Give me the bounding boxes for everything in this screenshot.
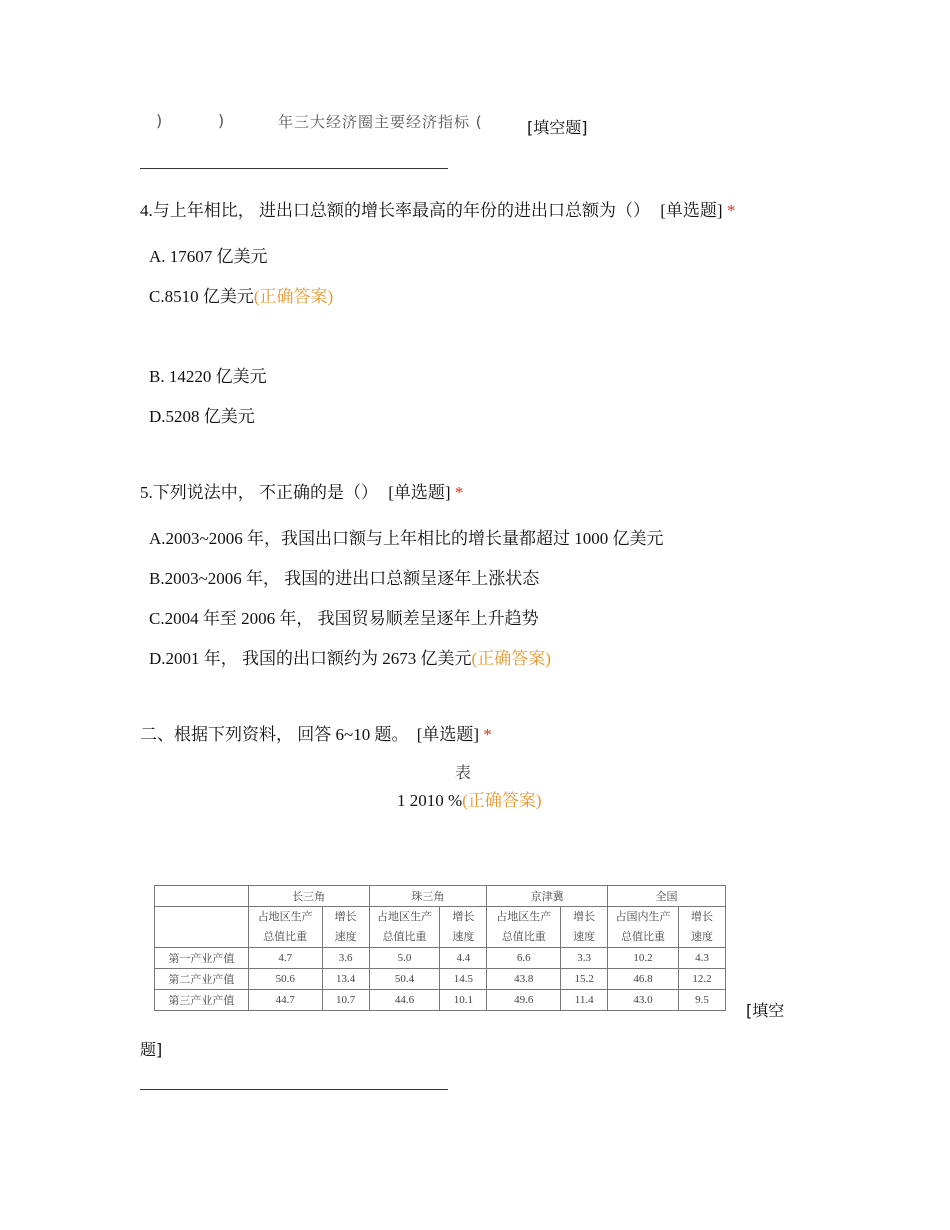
q4-type-tag: [单选题] (660, 201, 723, 220)
table-cell: 49.6 (487, 990, 561, 1011)
q4-option-d[interactable]: D.5208 亿美元 (149, 407, 255, 426)
section2-fill-tag-part2: 题] (140, 1040, 163, 1059)
q3-type-tag: [填空题] (527, 118, 588, 137)
share-header: 占地区生产总值比重 (487, 907, 561, 948)
section2-heading-text: 二、根据下列资料， 回答 6~10 题。 (140, 725, 409, 744)
table-cell: 10.2 (608, 948, 679, 969)
growth-header: 增长速度 (440, 907, 487, 948)
region-header: 珠三角 (369, 886, 487, 907)
table-cell: 10.7 (322, 990, 369, 1011)
table-label-char: 表 (455, 763, 473, 782)
q5-option-d[interactable] (149, 644, 551, 669)
q4-correct-answer-tag: (正确答案) (253, 287, 334, 306)
q3-answer-blank[interactable] (140, 168, 448, 169)
table-cell: 4.3 (678, 948, 725, 969)
table-cell: 10.1 (440, 990, 487, 1011)
q4-question-text: 4.与上年相比， 进出口总额的增长率最高的年份的进出口总额为（） (140, 201, 650, 220)
table-cell: 46.8 (608, 969, 679, 990)
table-cell: 4.7 (248, 948, 322, 969)
region-header: 长三角 (248, 886, 369, 907)
table-cell: 6.6 (487, 948, 561, 969)
q5-type-tag: [单选题] (388, 483, 451, 502)
section2-fill-tag-part1: [填空 (746, 1001, 785, 1020)
share-header: 占地区生产总值比重 (369, 907, 440, 948)
q3-caption-title: 年三大经济圈主要经济指标 ( (278, 113, 483, 131)
q5-correct-answer-tag: (正确答案) (471, 649, 551, 668)
growth-header: 增长速度 (678, 907, 725, 948)
section2-answer-blank[interactable] (140, 1089, 448, 1090)
row-label: 第三产业产值 (155, 990, 249, 1011)
q3-caption-paren-1: ) (156, 111, 164, 130)
table-cell: 3.3 (561, 948, 608, 969)
table-cell: 13.4 (322, 969, 369, 990)
section2-heading (140, 720, 492, 745)
q4-option-c[interactable] (149, 282, 333, 307)
table-cell: 9.5 (678, 990, 725, 1011)
region-header: 京津冀 (487, 886, 608, 907)
table-cell: 5.0 (369, 948, 440, 969)
section2-required-mark: * (483, 725, 492, 744)
table-cell: 43.0 (608, 990, 679, 1011)
q5-option-c[interactable]: C.2004 年至 2006 年， 我国贸易顺差呈逐年上升趋势 (149, 609, 539, 628)
q4-option-c-text: C.8510 亿美元 (149, 287, 254, 306)
region-header: 全国 (608, 886, 726, 907)
table-cell: 50.4 (369, 969, 440, 990)
q5-option-a[interactable]: A.2003~2006 年，我国出口额与上年相比的增长量都超过 1000 亿美元 (149, 529, 664, 548)
q5-option-d-text: D.2001 年， 我国的出口额约为 2673 亿美元 (149, 649, 472, 668)
table-cell: 12.2 (678, 969, 725, 990)
table-cell: 15.2 (561, 969, 608, 990)
economic-indicators-table (154, 885, 726, 1011)
share-header: 占地区生产总值比重 (248, 907, 322, 948)
table-cell: 3.6 (322, 948, 369, 969)
q3-caption-paren-2: ) (218, 111, 226, 130)
table-caption-correct-tag: (正确答案) (462, 791, 542, 810)
table-caption-text: 1 2010 % (397, 791, 463, 810)
q5-required-mark: * (454, 483, 464, 502)
q5-question-text: 5.下列说法中， 不正确的是（） (140, 483, 378, 502)
row-label: 第二产业产值 (155, 969, 249, 990)
table-cell: 44.6 (369, 990, 440, 1011)
q5-option-b[interactable]: B.2003~2006 年， 我国的进出口总额呈逐年上涨状态 (149, 569, 540, 588)
table-cell: 11.4 (561, 990, 608, 1011)
share-header-national: 占国内生产总值比重 (608, 907, 679, 948)
table-cell: 14.5 (440, 969, 487, 990)
growth-header: 增长速度 (322, 907, 369, 948)
table-cell: 44.7 (248, 990, 322, 1011)
section2-type-tag: [单选题] (416, 725, 480, 744)
table-cell: 4.4 (440, 948, 487, 969)
q4-question (140, 196, 735, 221)
q4-required-mark: * (726, 201, 736, 220)
table-cell: 43.8 (487, 969, 561, 990)
growth-header: 增长速度 (561, 907, 608, 948)
q4-option-b[interactable]: B. 14220 亿美元 (149, 367, 267, 386)
row-label: 第一产业产值 (155, 948, 249, 969)
table-corner (155, 886, 249, 907)
table-caption[interactable] (397, 786, 542, 811)
q5-question (140, 478, 463, 503)
table-cell: 50.6 (248, 969, 322, 990)
table-corner-sub (155, 907, 249, 948)
q4-option-a[interactable]: A. 17607 亿美元 (149, 247, 268, 266)
